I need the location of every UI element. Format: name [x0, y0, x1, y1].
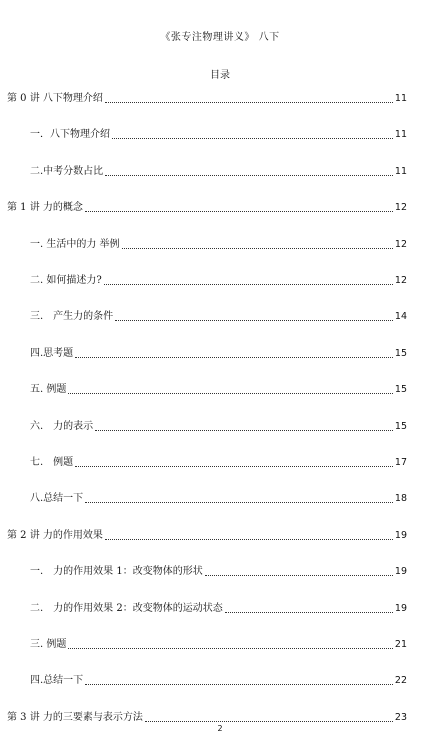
toc-entry-page-number: 17 — [394, 457, 407, 468]
toc-entry-label: 二. 力的作用效果 2：改变物体的运动状态 — [30, 602, 223, 614]
document-header: 《张专注物理讲义》 八下 — [160, 32, 280, 43]
toc-entry-label: 二.中考分数占比 — [30, 165, 104, 177]
toc-section-entry[interactable] — [30, 675, 407, 687]
toc-entry-page-number: 11 — [394, 129, 407, 141]
toc-section-entry[interactable] — [30, 566, 407, 578]
toc-entry-label: 三. 例题 — [30, 639, 67, 650]
toc-entry-page-number: 19 — [394, 602, 407, 614]
toc-entry-label: 七. 例题 — [30, 457, 74, 468]
toc-dot-leader — [68, 648, 393, 649]
toc-section-entry[interactable] — [30, 311, 407, 323]
toc-entry-label: 六. 力的表示 — [30, 420, 94, 432]
toc-entry-page-number: 15 — [394, 420, 407, 432]
toc-entry-page-number: 23 — [394, 711, 407, 723]
toc-entry-label: 一. 生活中的力 举例 — [30, 238, 120, 250]
toc-dot-leader — [105, 175, 393, 176]
toc-dot-leader — [85, 684, 393, 685]
toc-dot-leader — [105, 102, 393, 103]
toc-chapter-entry[interactable] — [7, 712, 407, 724]
toc-dot-leader — [105, 539, 393, 540]
toc-entry-page-number: 15 — [394, 384, 407, 396]
toc-entry-page-number: 22 — [394, 675, 407, 687]
toc-dot-leader — [225, 612, 393, 613]
toc-chapter-entry[interactable] — [7, 530, 407, 542]
toc-section-entry[interactable] — [30, 421, 407, 433]
toc-dot-leader — [95, 430, 393, 431]
toc-dot-leader — [112, 138, 393, 139]
toc-section-entry[interactable] — [30, 493, 407, 505]
toc-section-entry[interactable] — [30, 603, 407, 615]
toc-entry-label: 四.思考题 — [30, 347, 74, 359]
toc-section-entry[interactable] — [30, 457, 407, 469]
toc-entry-page-number: 14 — [394, 311, 407, 323]
toc-entry-page-number: 21 — [394, 639, 407, 650]
toc-entry-page-number: 19 — [394, 529, 407, 541]
toc-entry-label: 第 3 讲 力的三要素与表示方法 — [7, 711, 143, 723]
toc-entry-label: 第 2 讲 力的作用效果 — [7, 529, 103, 541]
toc-entry-label: 一．八下物理介绍 — [30, 129, 110, 141]
toc-dot-leader — [122, 248, 393, 249]
toc-dot-leader — [145, 721, 393, 722]
toc-section-entry[interactable] — [30, 384, 407, 396]
toc-section-entry[interactable] — [30, 275, 407, 287]
toc-entry-label: 三. 产生力的条件 — [30, 311, 114, 323]
toc-dot-leader — [85, 502, 393, 503]
toc-entry-page-number: 12 — [394, 202, 407, 214]
toc-entry-label: 第 1 讲 力的概念 — [7, 202, 83, 214]
toc-title: 目录 — [210, 70, 230, 81]
toc-entry-label: 第 0 讲 八下物理介绍 — [7, 93, 103, 104]
toc-section-entry[interactable] — [30, 166, 407, 178]
toc-entry-page-number: 12 — [394, 275, 407, 286]
toc-dot-leader — [205, 575, 393, 576]
toc-entry-page-number: 19 — [394, 566, 407, 578]
toc-section-entry[interactable] — [30, 239, 407, 251]
toc-dot-leader — [75, 357, 393, 358]
toc-chapter-entry[interactable] — [7, 93, 407, 105]
toc-entry-page-number: 18 — [394, 493, 407, 505]
page-number: 2 — [217, 724, 223, 733]
toc-entry-label: 四.总结一下 — [30, 675, 84, 687]
toc-dot-leader — [85, 211, 393, 212]
toc-section-entry[interactable] — [30, 129, 407, 141]
toc-entry-label: 五. 例题 — [30, 384, 67, 396]
toc-entry-page-number: 12 — [394, 238, 407, 250]
toc-entry-page-number: 11 — [394, 165, 407, 177]
toc-entry-label: 一. 力的作用效果 1：改变物体的形状 — [30, 566, 203, 578]
toc-entry-label: 八.总结一下 — [30, 493, 84, 505]
toc-chapter-entry[interactable] — [7, 202, 407, 214]
toc-dot-leader — [75, 466, 393, 467]
toc-dot-leader — [115, 320, 393, 321]
toc-dot-leader — [104, 284, 393, 285]
toc-section-entry[interactable] — [30, 639, 407, 651]
toc-entry-label: 二. 如何描述力? — [30, 275, 102, 286]
toc-dot-leader — [68, 393, 393, 394]
toc-entry-page-number: 11 — [394, 93, 407, 104]
toc-section-entry[interactable] — [30, 348, 407, 360]
toc-entry-page-number: 15 — [394, 347, 407, 359]
